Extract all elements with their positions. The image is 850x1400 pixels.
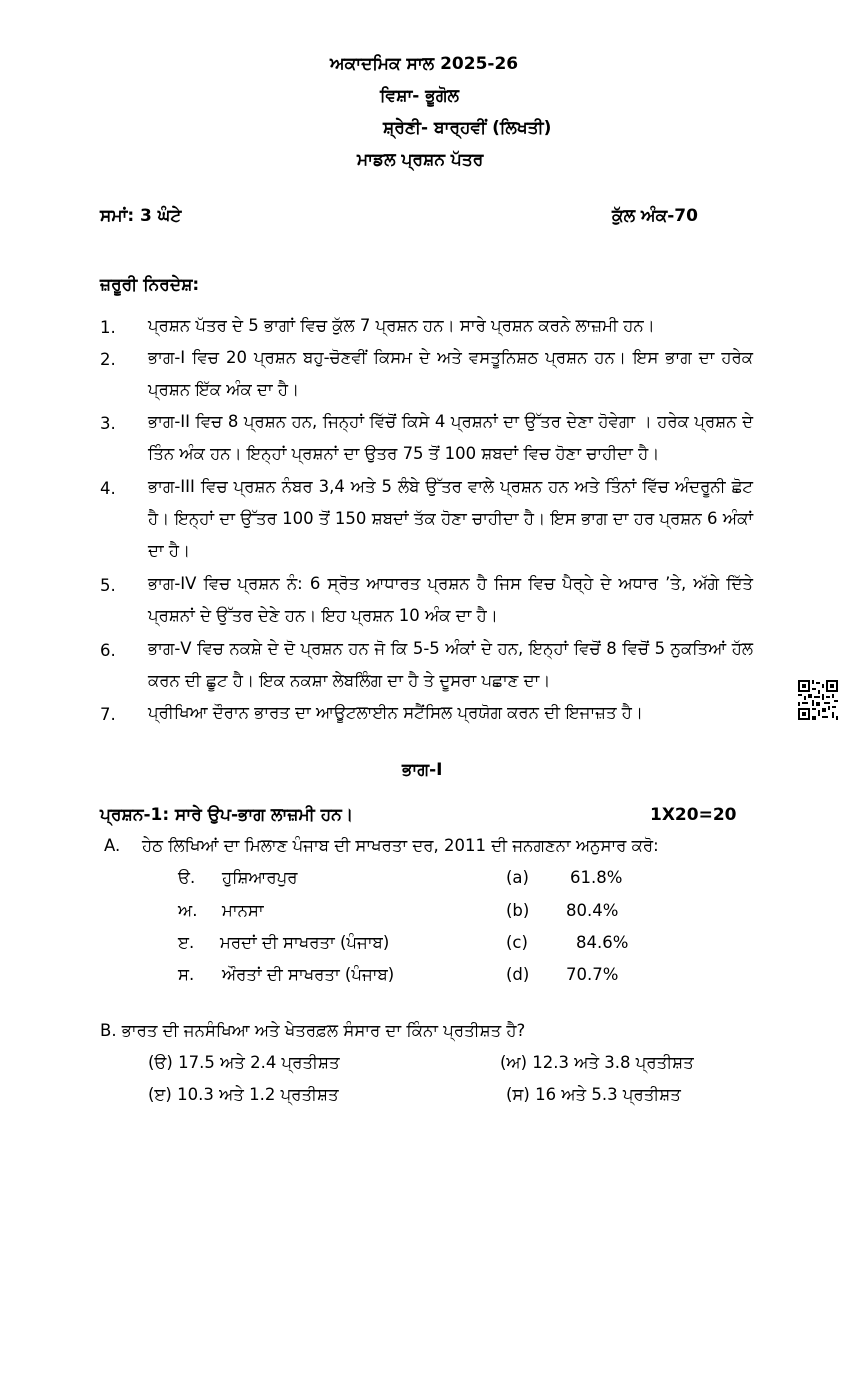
paper-type-title: ਮਾਡਲ ਪ੍ਰਸ਼ਨ ਪੱਤਰ [357, 150, 484, 170]
match-right-value: 84.6% [576, 933, 629, 952]
qr-code-icon [798, 680, 838, 720]
match-left-text: ਹੁਸ਼ਿਆਰਪੁਰ [222, 868, 298, 887]
instruction-text: ਭਾਗ-I ਵਿਚ 20 ਪ੍ਰਸ਼ਨ ਬਹੁ-ਚੋਣਵੀਂ ਕਿਸਮ ਦੇ ਅਤੇ ਵਸਤੂਨਿਸ਼ਠ ਪ੍ਰਸ਼ਨ ਹਨ। ਇਸ ਭਾਗ ਦਾ ਹਰੇਕ ਪ੍ਰਸ਼ਨ ਇੱਕ ਅੰਕ ਦਾ ਹੈ। [148, 348, 753, 399]
total-marks: ਕੁੱਲ ਅੰਕ-70 [612, 206, 698, 226]
match-left-label: ੲ. [178, 933, 195, 952]
class-title: ਸ਼੍ਰੇਣੀ- ਬਾਰ੍ਹਵੀਂ (ਲਿਖਤੀ) [383, 118, 552, 138]
instruction-text: ਭਾਗ-V ਵਿਚ ਨਕਸ਼ੇ ਦੇ ਦੋ ਪ੍ਰਸ਼ਨ ਹਨ ਜੋ ਕਿ 5-5 ਅੰਕਾਂ ਦੇ ਹਨ, ਇਨ੍ਹਾਂ ਵਿਚੋਂ 8 ਵਿਚੋਂ 5 ਨੁਕਤਿਆਂ ਹੱਲ ਕਰਨ ਦੀ ਛੂਟ ਹੈ। ਇਕ ਨਕਸ਼ਾ ਲੇਬਲਿੰਗ ਦਾ ਹੈ ਤੇ ਦੂਸਰਾ ਪਛਾਣ ਦਾ। [148, 639, 753, 690]
time-label: ਸਮਾਂ: 3 ਘੰਟੇ [100, 206, 182, 226]
question-marks: 1X20=20 [650, 805, 737, 825]
match-right-value: 61.8% [570, 868, 623, 887]
match-left-label: ੳ. [178, 868, 196, 887]
academic-year: ਅਕਾਦਮਿਕ ਸਾਲ 2025-26 [330, 54, 519, 74]
instruction-text: ਪ੍ਰਸ਼ਨ ਪੱਤਰ ਦੇ 5 ਭਾਗਾਂ ਵਿਚ ਕੁੱਲ 7 ਪ੍ਰਸ਼ਨ ਹਨ। ਸਾਰੇ ਪ੍ਰਸ਼ਨ ਕਰਨੇ ਲਾਜ਼ਮੀ ਹਨ। [148, 316, 655, 335]
option: (ੳ) 17.5 ਅਤੇ 2.4 ਪ੍ਰਤੀਸ਼ਤ [148, 1053, 340, 1072]
match-left-text: ਔਰਤਾਂ ਦੀ ਸਾਖਰਤਾ (ਪੰਜਾਬ) [222, 965, 395, 984]
instruction-number: 2. [100, 350, 116, 369]
instruction-number: 3. [100, 414, 116, 433]
question-heading: ਪ੍ਰਸ਼ਨ-1: ਸਾਰੇ ਉਪ-ਭਾਗ ਲਾਜ਼ਮੀ ਹਨ। [100, 805, 354, 825]
instruction-text: ਪ੍ਰੀਖਿਆ ਦੌਰਾਨ ਭਾਰਤ ਦਾ ਆਊਟਲਾਈਨ ਸਟੈਂਸਿਲ ਪ੍ਰਯੋਗ ਕਰਨ ਦੀ ਇਜਾਜ਼ਤ ਹੈ। [148, 703, 643, 722]
section-title: ਭਾਗ-I [402, 760, 443, 780]
instruction-number: 6. [100, 641, 116, 660]
instruction-number: 7. [100, 705, 116, 724]
instruction-number: 5. [100, 576, 116, 595]
match-right-label: (b) [506, 901, 530, 920]
match-left-label: ਸ. [178, 965, 195, 984]
instructions-heading: ਜ਼ਰੂਰੀ ਨਿਰਦੇਸ਼: [100, 275, 200, 295]
match-right-value: 70.7% [566, 965, 619, 984]
subject-title: ਵਿਸ਼ਾ- ਭੂਗੋਲ [380, 86, 460, 106]
question-a-text: ਹੇਠ ਲਿਖਿਆਂ ਦਾ ਮਿਲਾਣ ਪੰਜਾਬ ਦੀ ਸਾਖਰਤਾ ਦਰ, 2011 ਦੀ ਜਨਗਣਨਾ ਅਨੁਸਾਰ ਕਰੋ: [142, 836, 659, 855]
instruction-text: ਭਾਗ-II ਵਿਚ 8 ਪ੍ਰਸ਼ਨ ਹਨ, ਜਿਨ੍ਹਾਂ ਵਿੱਚੋਂ ਕਿਸੇ 4 ਪ੍ਰਸ਼ਨਾਂ ਦਾ ਉੱਤਰ ਦੇਣਾ ਹੋਵੇਗਾ । ਹਰੇਕ ਪ੍ਰਸ਼ਨ ਦੇ ਤਿੰਨ ਅੰਕ ਹਨ। ਇਨ੍ਹਾਂ ਪ੍ਰਸ਼ਨਾਂ ਦਾ ਉਤਰ 75 ਤੋਂ 100 ਸ਼ਬਦਾਂ ਵਿਚ ਹੋਣਾ ਚਾਹੀਦਾ ਹੈ। [148, 412, 753, 463]
question-a-label: A. [104, 836, 121, 855]
match-right-label: (c) [506, 933, 528, 952]
instruction-text: ਭਾਗ-IV ਵਿਚ ਪ੍ਰਸ਼ਨ ਨੰ: 6 ਸ੍ਰੋਤ ਆਧਾਰਤ ਪ੍ਰਸ਼ਨ ਹੈ ਜਿਸ ਵਿਚ ਪੈਰ੍ਹੇ ਦੇ ਅਧਾਰ ’ਤੇ, ਅੱਗੇ ਦਿੱਤੇ ਪ੍ਰਸ਼ਨਾਂ ਦੇ ਉੱਤਰ ਦੇਣੇ ਹਨ। ਇਹ ਪ੍ਰਸ਼ਨ 10 ਅੰਕ ਦਾ ਹੈ। [148, 574, 753, 625]
match-right-label: (a) [506, 868, 529, 887]
match-left-label: ਅ. [178, 901, 198, 920]
question-b-text: B. ਭਾਰਤ ਦੀ ਜਨਸੰਖਿਆ ਅਤੇ ਖੇਤਰਫ਼ਲ ਸੰਸਾਰ ਦਾ ਕਿੰਨਾ ਪ੍ਰਤੀਸ਼ਤ ਹੈ? [100, 1021, 526, 1040]
match-left-text: ਮਾਨਸਾ [222, 901, 264, 920]
option: (ਸ) 16 ਅਤੇ 5.3 ਪ੍ਰਤੀਸ਼ਤ [506, 1085, 681, 1104]
instruction-text: ਭਾਗ-III ਵਿਚ ਪ੍ਰਸ਼ਨ ਨੰਬਰ 3,4 ਅਤੇ 5 ਲੰਬੇ ਉੱਤਰ ਵਾਲੇ ਪ੍ਰਸ਼ਨ ਹਨ ਅਤੇ ਤਿੰਨਾਂ ਵਿੱਚ ਅੰਦਰੂਨੀ ਛੋਟ ਹੈ। ਇਨ੍ਹਾਂ ਦਾ ਉੱਤਰ 100 ਤੋਂ 150 ਸ਼ਬਦਾਂ ਤੱਕ ਹੋਣਾ ਚਾਹੀਦਾ ਹੈ। ਇਸ ਭਾਗ ਦਾ ਹਰ ਪ੍ਰਸ਼ਨ 6 ਅੰਕਾਂ ਦਾ ਹੈ। [148, 477, 753, 560]
match-right-label: (d) [506, 965, 530, 984]
match-right-value: 80.4% [566, 901, 619, 920]
match-left-text: ਮਰਦਾਂ ਦੀ ਸਾਖਰਤਾ (ਪੰਜਾਬ) [220, 933, 390, 952]
option: (ਅ) 12.3 ਅਤੇ 3.8 ਪ੍ਰਤੀਸ਼ਤ [500, 1053, 694, 1072]
option: (ੲ) 10.3 ਅਤੇ 1.2 ਪ੍ਰਤੀਸ਼ਤ [148, 1085, 339, 1104]
instruction-number: 4. [100, 479, 116, 498]
instruction-number: 1. [100, 318, 116, 337]
